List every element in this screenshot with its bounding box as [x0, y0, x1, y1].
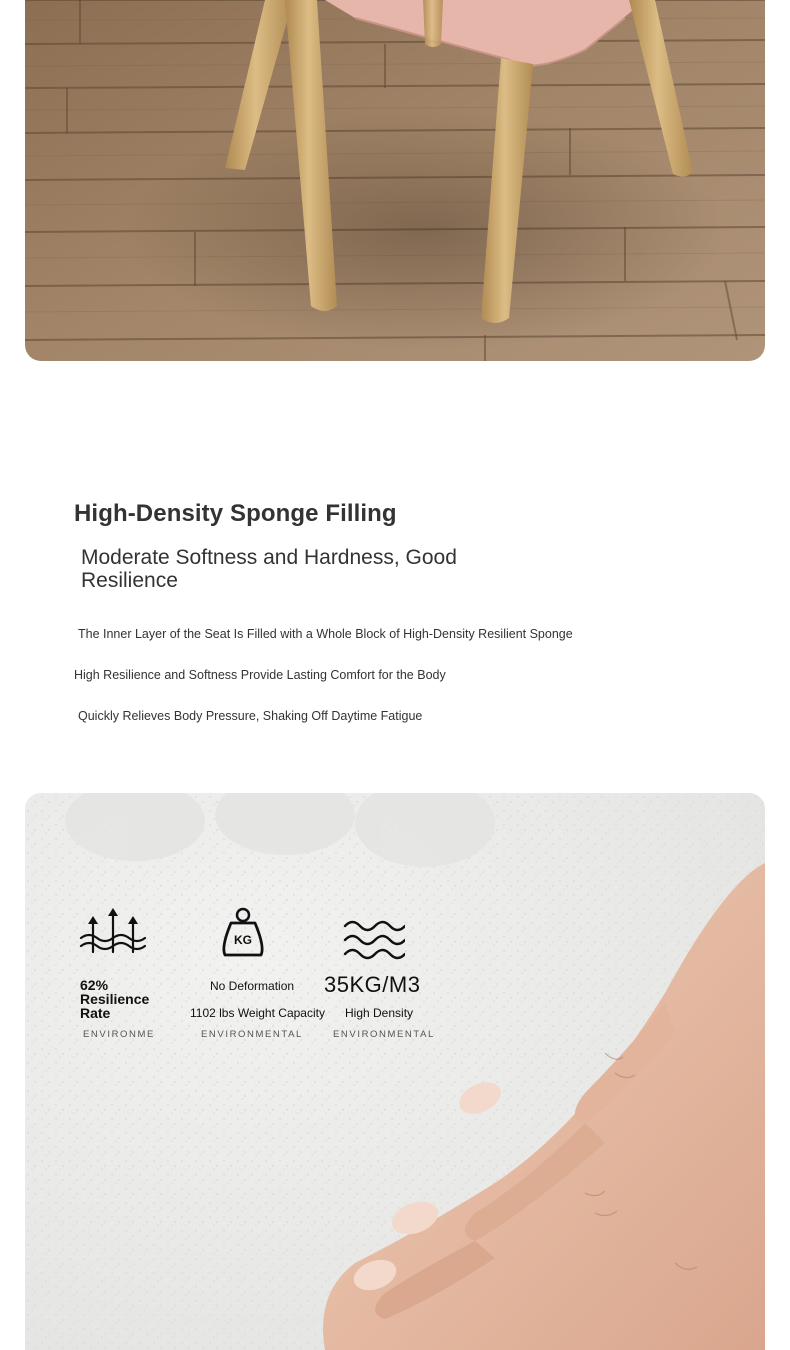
section-subheading: Moderate Softness and Hardness, Good Resilience — [81, 546, 457, 592]
density-waves-icon — [343, 918, 405, 960]
feature-line: Quickly Relieves Body Pressure, Shaking Off Daytime Fatigue — [78, 709, 423, 723]
feature-line: The Inner Layer of the Seat Is Filled with a Whole Block of High-Density Resilient Sponge — [78, 627, 573, 641]
environmental-label: ENVIRONMENTAL — [201, 1029, 303, 1040]
sponge-photo — [25, 793, 765, 1350]
feature-line: High Resilience and Softness Provide Lasting Comfort for the Body — [74, 668, 446, 682]
density-value: 35KG/M3 — [324, 972, 421, 997]
section-heading: High-Density Sponge Filling — [74, 500, 397, 527]
no-deformation-label: No Deformation — [210, 979, 295, 993]
chair-legs-photo — [25, 0, 765, 361]
resilience-arrows-waves-icon — [79, 908, 147, 958]
kg-weight-icon — [219, 907, 267, 959]
resilience-rate-value: 62% Resilience Rate — [80, 977, 150, 1021]
hand-pressing-sponge-photo — [25, 793, 765, 1350]
chair-legs-on-wood-floor-photo — [25, 0, 765, 361]
environmental-label: ENVIRONMENTAL — [333, 1029, 435, 1040]
high-density-label: High Density — [345, 1006, 414, 1020]
weight-capacity-label: 1102 lbs Weight Capacity — [190, 1006, 325, 1020]
kg-icon-text: KG — [234, 933, 252, 947]
environmental-label: ENVIRONME — [83, 1029, 155, 1040]
